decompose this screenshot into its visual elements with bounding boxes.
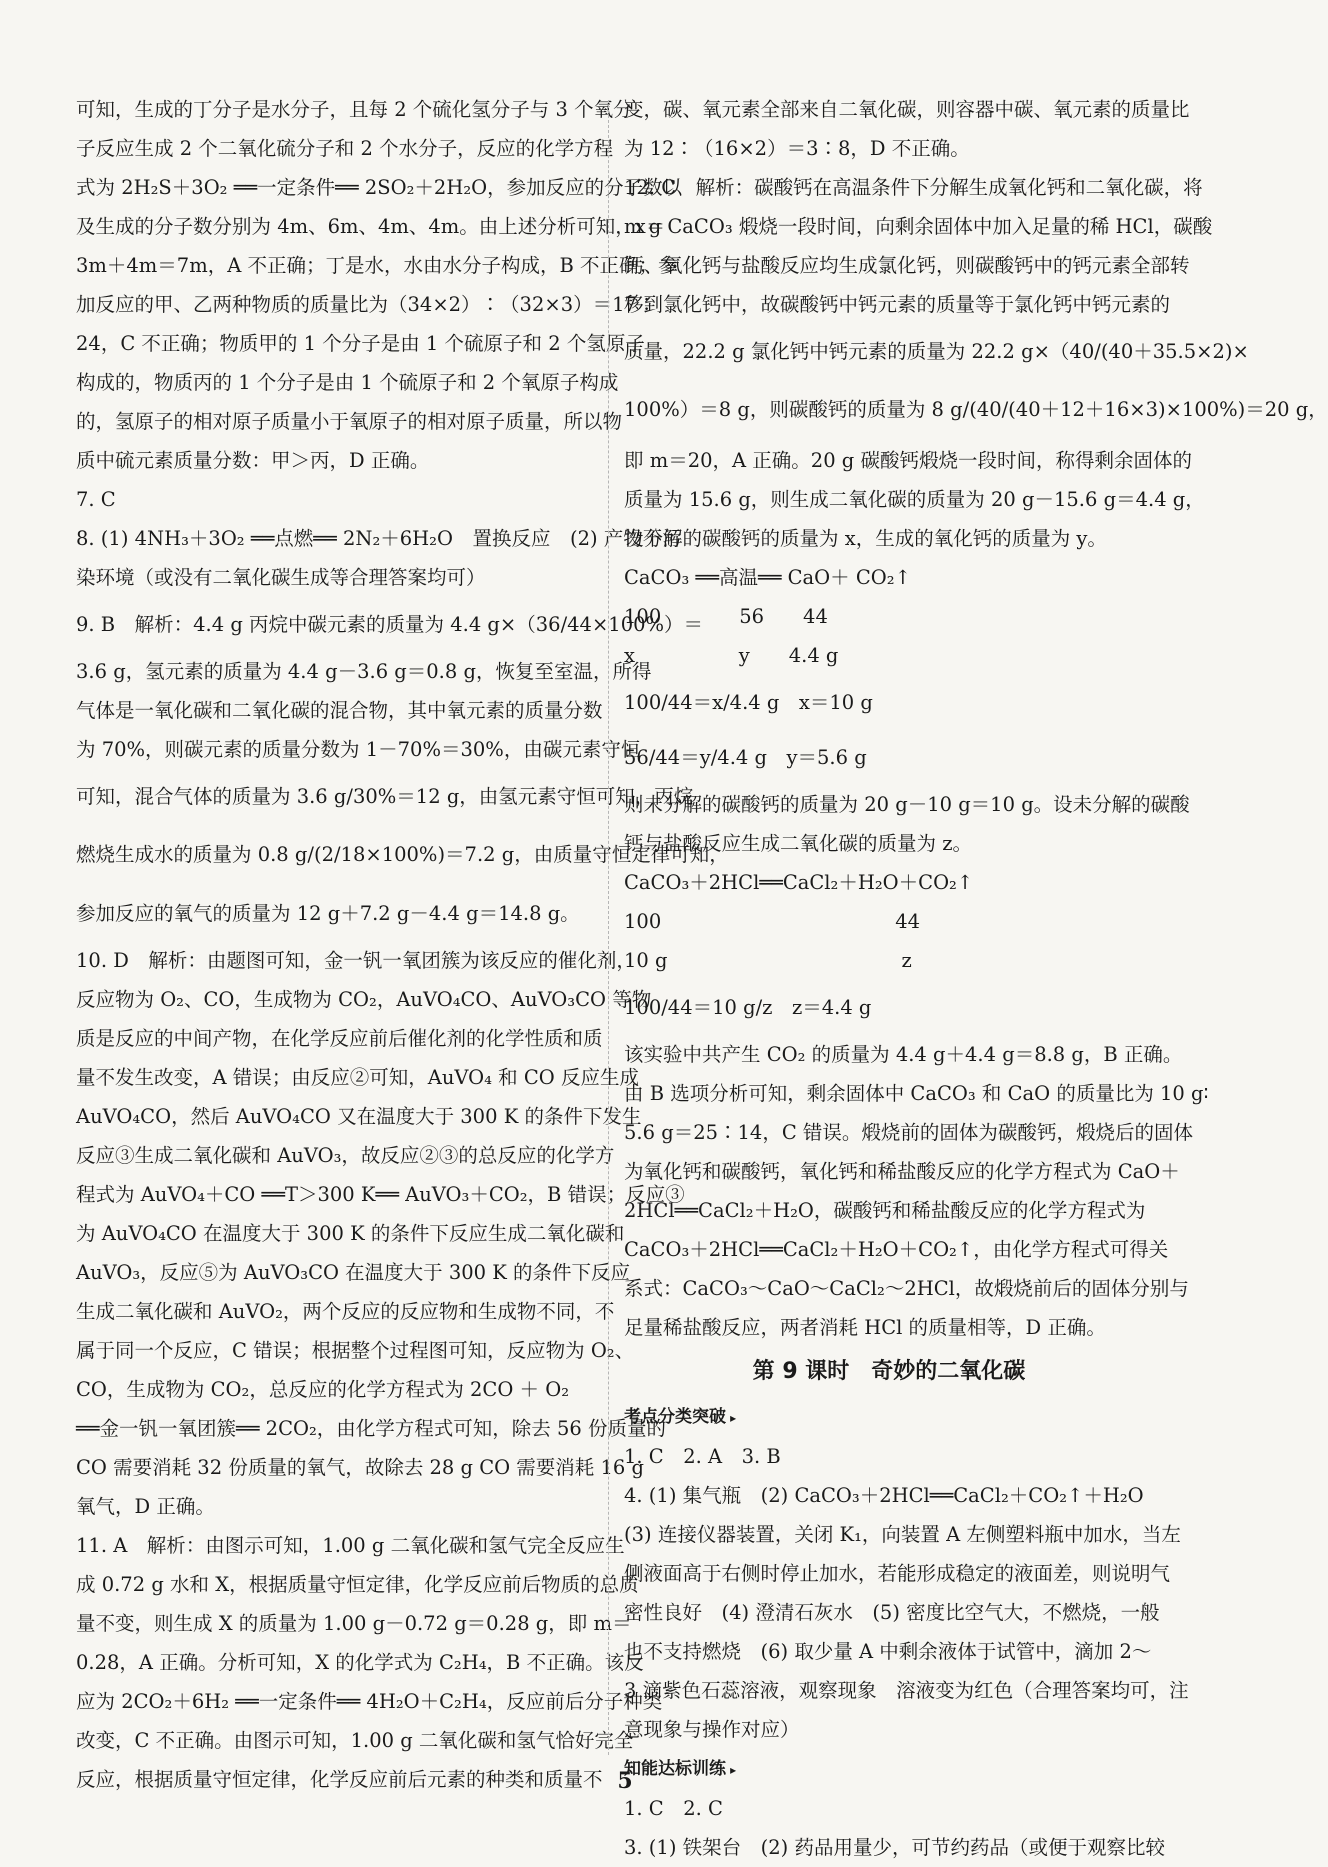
text-line: 构成的，物质丙的 1 个分子是由 1 个硫原子和 2 个氧原子构成	[76, 371, 619, 394]
text-line: 2HCl══CaCl₂＋H₂O，碳酸钙和稀盐酸反应的化学方程式为	[624, 1199, 1146, 1222]
text-line: 质量为 15.6 g，则生成二氧化碳的质量为 20 g－15.6 g＝4.4 g，	[624, 488, 1205, 511]
text-line: CO 需要消耗 32 份质量的氧气，故除去 28 g CO 需要消耗 16 g	[76, 1456, 645, 1479]
text-line: 可知，生成的丁分子是水分子，且每 2 个硫化氢分子与 3 个氧分	[76, 98, 633, 121]
column-divider	[608, 100, 609, 1755]
text-line: 3. (1) 铁架台 (2) 药品用量少，可节约药品（或便于观察比较	[624, 1836, 1165, 1859]
text-line: 程式为 AuVO₄＋CO ══T＞300 K══ AuVO₃＋CO₂，B 错误；反应③	[76, 1183, 685, 1206]
text-line: 子反应生成 2 个二氧化硫分子和 2 个水分子，反应的化学方程	[76, 137, 614, 160]
text-line: 3 滴紫色石蕊溶液，观察现象 溶液变为红色（合理答案均可，注	[624, 1679, 1189, 1702]
text-line: m g CaCO₃ 煅烧一段时间，向剩余固体中加入足量的稀 HCl，碳酸	[624, 215, 1213, 238]
text-line: 生成二氧化碳和 AuVO₂，两个反应的反应物和生成物不同，不	[76, 1300, 615, 1323]
text-line: 的，氢原子的相对原子质量小于氧原子的相对原子质量，所以物	[76, 410, 623, 433]
text-line: 为氧化钙和碳酸钙，氧化钙和稀盐酸反应的化学方程式为 CaO＋	[624, 1160, 1180, 1183]
text-line: 属于同一个反应，C 错误；根据整个过程图可知，反应物为 O₂、	[76, 1339, 635, 1362]
text-line: 则未分解的碳酸钙的质量为 20 g－10 g＝10 g。设未分解的碳酸	[624, 793, 1190, 816]
equation-ratio: 100 44	[624, 910, 921, 933]
text-line: 改变，C 不正确。由图示可知，1.00 g 二氧化碳和氢气恰好完全	[76, 1729, 634, 1752]
answer-11: 11. A 解析：由图示可知，1.00 g 二氧化碳和氢气完全反应生	[76, 1534, 625, 1557]
text-line: 变，碳、氧元素全部来自二氧化碳，则容器中碳、氧元素的质量比	[624, 98, 1190, 121]
text-line: 质中硫元素质量分数：甲＞丙，D 正确。	[76, 449, 430, 472]
text-line: 即 m＝20，A 正确。20 g 碳酸钙煅烧一段时间，称得剩余固体的	[624, 449, 1192, 472]
text-line: 0.28，A 正确。分析可知，X 的化学式为 C₂H₄，B 不正确。该反	[76, 1651, 644, 1674]
text-line: 反应物为 O₂、CO，生成物为 CO₂，AuVO₄CO、AuVO₃CO 等物	[76, 988, 652, 1011]
text-line: 密性良好 (4) 澄清石灰水 (5) 密度比空气大，不燃烧，一般	[624, 1601, 1160, 1624]
text-line: 3.6 g，氢元素的质量为 4.4 g－3.6 g＝0.8 g，恢复至室温，所得	[76, 660, 652, 683]
answer-12: 12. C 解析：碳酸钙在高温条件下分解生成氧化钙和二氧化碳，将	[624, 176, 1203, 199]
text-line: 质量，22.2 g 氯化钙中钙元素的质量为 22.2 g×（40/(40＋35.5×2)×	[624, 340, 1249, 363]
text-line: 3m＋4m＝7m，A 不正确；丁是水，水由水分子构成，B 不正确；参	[76, 254, 678, 277]
text-line: 式为 2H₂S＋3O₂ ══一定条件══ 2SO₂＋2H₂O，参加反应的分子数以	[76, 176, 683, 199]
text-line: 量不发生改变，A 错误；由反应②可知，AuVO₄ 和 CO 反应生成	[76, 1066, 639, 1089]
page-number: 5	[617, 1768, 633, 1794]
text-line: ══金一钒一氧团簇══ 2CO₂，由化学方程式可知，除去 56 份质量的	[76, 1417, 666, 1440]
text-line: 设分解的碳酸钙的质量为 x，生成的氧化钙的质量为 y。	[624, 527, 1107, 550]
text-line: 为 AuVO₄CO 在温度大于 300 K 的条件下反应生成二氧化碳和	[76, 1222, 625, 1245]
text-line: 质是反应的中间产物，在化学反应前后催化剂的化学性质和质	[76, 1027, 603, 1050]
text-line: 24，C 不正确；物质甲的 1 个分子是由 1 个硫原子和 2 个氢原子	[76, 332, 645, 355]
text-line: 燃烧生成水的质量为 0.8 g/(2/18×100%)＝7.2 g，由质量守恒定律可知，	[76, 843, 729, 866]
text-line: 5.6 g＝25∶14，C 错误。煅烧前的固体为碳酸钙，煅烧后的固体	[624, 1121, 1193, 1144]
equation-ratio: 10 g z	[624, 949, 912, 972]
equation: CaCO₃＋2HCl══CaCl₂＋H₂O＋CO₂↑	[624, 871, 974, 894]
answer-10: 10. D 解析：由题图可知，金一钒一氧团簇为该反应的催化剂，	[76, 949, 636, 972]
text-line: 4. (1) 集气瓶 (2) CaCO₃＋2HCl══CaCl₂＋CO₂↑＋H₂O	[624, 1484, 1144, 1507]
subsection-title: 知能达标训练 ▸	[624, 1749, 1154, 1789]
text-line: 钙、氧化钙与盐酸反应均生成氯化钙，则碳酸钙中的钙元素全部转	[624, 254, 1190, 277]
text-line: (3) 连接仪器装置，关闭 K₁，向装置 A 左侧塑料瓶中加水，当左	[624, 1523, 1181, 1546]
text-line: 为 70%，则碳元素的质量分数为 1－70%＝30%，由碳元素守恒	[76, 738, 641, 761]
text-line: 及生成的分子数分别为 4m、6m、4m、4m。由上述分析可知，x＝	[76, 215, 666, 238]
equation-ratio: x y 4.4 g	[624, 644, 839, 667]
text-line: AuVO₄CO，然后 AuVO₄CO 又在温度大于 300 K 的条件下发生	[76, 1105, 642, 1128]
text-line: CaCO₃＋2HCl══CaCl₂＋H₂O＋CO₂↑，由化学方程式可得关	[624, 1238, 1169, 1261]
text-line: 也不支持燃烧 (6) 取少量 A 中剩余液体于试管中，滴加 2～	[624, 1640, 1152, 1663]
text-line: 反应③生成二氧化碳和 AuVO₃，故反应②③的总反应的化学方	[76, 1144, 615, 1167]
text-line: 足量稀盐酸反应，两者消耗 HCl 的质量相等，D 正确。	[624, 1316, 1106, 1339]
text-line: AuVO₃，反应⑤为 AuVO₃CO 在温度大于 300 K 的条件下反应	[76, 1261, 631, 1284]
text-line: 量不变，则生成 X 的质量为 1.00 g－0.72 g＝0.28 g，即 m＝	[76, 1612, 632, 1635]
text-line: 染环境（或没有二氧化碳生成等合理答案均可）	[76, 566, 486, 589]
answer-7: 7. C	[76, 488, 116, 511]
equation: CaCO₃ ══高温══ CaO＋ CO₂↑	[624, 566, 911, 589]
section-title: 第 9 课时 奇妙的二氧化碳	[752, 1359, 1026, 1384]
text-line: 加反应的甲、乙两种物质的质量比为（34×2）∶（32×3）＝17∶	[76, 293, 657, 316]
text-line: 为 12∶（16×2）＝3∶8，D 不正确。	[624, 137, 970, 160]
text-line: 意现象与操作对应）	[624, 1718, 800, 1741]
text-line: 氧气，D 正确。	[76, 1495, 215, 1518]
proportion: 100/44＝x/4.4 g x＝10 g	[624, 691, 873, 714]
text-line: 可知，混合气体的质量为 3.6 g/30%＝12 g，由氢元素守恒可知，丙烷	[76, 785, 694, 808]
text-line: 反应，根据质量守恒定律，化学反应前后元素的种类和质量不	[76, 1768, 603, 1791]
equation-ratio: 100 56 44	[624, 605, 828, 628]
text-line: 由 B 选项分析可知，剩余固体中 CaCO₃ 和 CaO 的质量比为 10 g∶	[624, 1082, 1209, 1105]
text-line: 1. C 2. C	[624, 1797, 723, 1820]
subsection-title: 考点分类突破 ▸	[624, 1397, 1154, 1437]
text-line: 100%）＝8 g，则碳酸钙的质量为 8 g/(40/(40＋12＋16×3)×100%)＝20 g，	[624, 398, 1328, 421]
text-line: CO，生成物为 CO₂，总反应的化学方程式为 2CO ＋ O₂	[76, 1378, 570, 1401]
text-line: 侧液面高于右侧时停止加水，若能形成稳定的液面差，则说明气	[624, 1562, 1171, 1585]
text-line: 该实验中共产生 CO₂ 的质量为 4.4 g＋4.4 g＝8.8 g，B 正确。	[624, 1043, 1183, 1066]
answer-9: 9. B 解析：4.4 g 丙烷中碳元素的质量为 4.4 g×（36/44×100%）＝	[76, 613, 704, 636]
text-line: 参加反应的氧气的质量为 12 g＋7.2 g－4.4 g＝14.8 g。	[76, 902, 580, 925]
text-line: 应为 2CO₂＋6H₂ ══一定条件══ 4H₂O＋C₂H₄，反应前后分子种类	[76, 1690, 663, 1713]
text-line: 1. C 2. A 3. B	[624, 1445, 781, 1468]
right-column	[624, 90, 1328, 1867]
proportion: 100/44＝10 g/z z＝4.4 g	[624, 996, 872, 1019]
text-line: 气体是一氧化碳和二氧化碳的混合物，其中氧元素的质量分数	[76, 699, 603, 722]
text-line: 成 0.72 g 水和 X，根据质量守恒定律，化学反应前后物质的总质	[76, 1573, 639, 1596]
text-line: 系式：CaCO₃～CaO～CaCl₂～2HCl，故煅烧前后的固体分别与	[624, 1277, 1189, 1300]
answer-8: 8. (1) 4NH₃＋3O₂ ══点燃══ 2N₂＋6H₂O 置换反应 (2) 产物不污	[76, 527, 682, 550]
text-line: 移到氯化钙中，故碳酸钙中钙元素的质量等于氯化钙中钙元素的	[624, 293, 1171, 316]
text-line: 钙与盐酸反应生成二氧化碳的质量为 z。	[624, 832, 972, 855]
proportion: 56/44＝y/4.4 g y＝5.6 g	[624, 746, 867, 769]
